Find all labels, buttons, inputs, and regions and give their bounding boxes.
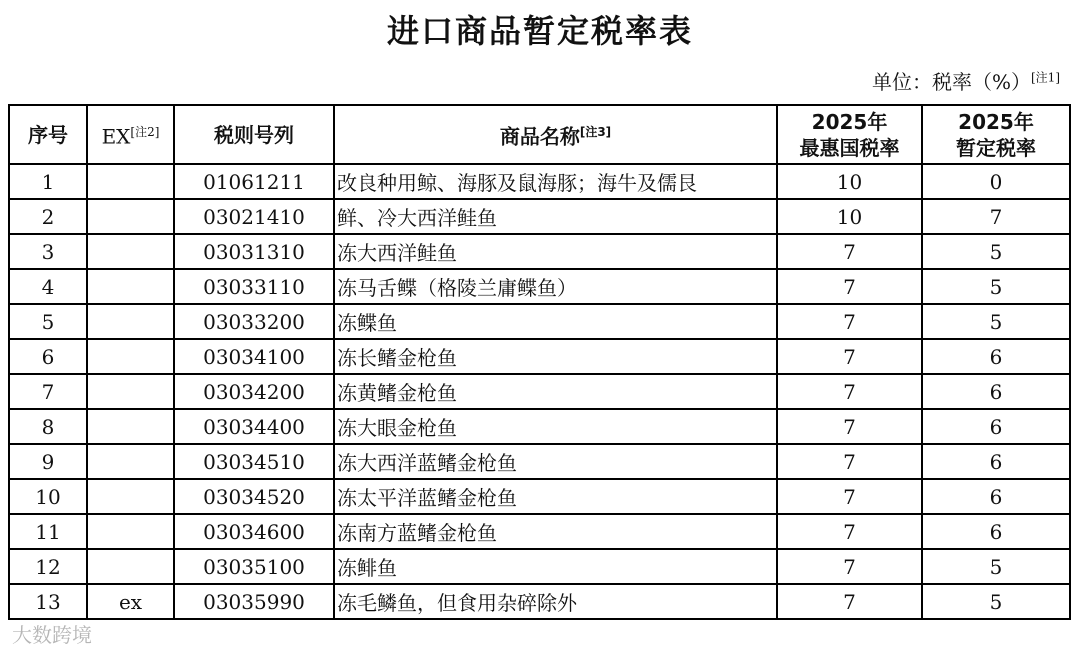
cell-mfn-rate: 7 bbox=[777, 234, 922, 269]
table-row bbox=[9, 584, 1070, 619]
cell-mfn-rate: 7 bbox=[777, 339, 922, 374]
table-row bbox=[9, 374, 1070, 409]
table-body bbox=[9, 164, 1070, 619]
cell-provisional-rate: 6 bbox=[922, 514, 1070, 549]
cell-code: 03021410 bbox=[174, 199, 334, 234]
cell-seq: 10 bbox=[9, 479, 87, 514]
table-row bbox=[9, 199, 1070, 234]
cell-ex bbox=[87, 234, 174, 269]
cell-ex bbox=[87, 339, 174, 374]
cell-ex bbox=[87, 479, 174, 514]
cell-seq: 3 bbox=[9, 234, 87, 269]
cell-code: 03035100 bbox=[174, 549, 334, 584]
cell-code: 03034100 bbox=[174, 339, 334, 374]
table-row bbox=[9, 409, 1070, 444]
cell-code: 03031310 bbox=[174, 234, 334, 269]
cell-provisional-rate: 5 bbox=[922, 584, 1070, 619]
watermark: 大数跨境 bbox=[12, 623, 92, 647]
cell-code: 03034400 bbox=[174, 409, 334, 444]
cell-provisional-rate: 5 bbox=[922, 269, 1070, 304]
unit-note-text: 单位：税率（%） bbox=[871, 70, 1031, 94]
cell-seq: 11 bbox=[9, 514, 87, 549]
table-row bbox=[9, 479, 1070, 514]
cell-ex bbox=[87, 409, 174, 444]
cell-seq: 2 bbox=[9, 199, 87, 234]
cell-seq: 8 bbox=[9, 409, 87, 444]
tariff-table bbox=[8, 104, 1071, 620]
cell-name: 冻鲱鱼 bbox=[334, 549, 777, 584]
header-provisional-label: 暂定税率 bbox=[956, 135, 1036, 160]
cell-provisional-rate: 7 bbox=[922, 199, 1070, 234]
cell-name: 冻大西洋鲑鱼 bbox=[334, 234, 777, 269]
table-row bbox=[9, 444, 1070, 479]
cell-ex: ex bbox=[87, 584, 174, 619]
header-mfn-rate bbox=[777, 105, 922, 164]
cell-mfn-rate: 10 bbox=[777, 164, 922, 199]
unit-note bbox=[872, 66, 1060, 95]
cell-code: 03034520 bbox=[174, 479, 334, 514]
cell-mfn-rate: 7 bbox=[777, 479, 922, 514]
cell-mfn-rate: 7 bbox=[777, 374, 922, 409]
header-seq: 序号 bbox=[9, 105, 87, 164]
cell-code: 03035990 bbox=[174, 584, 334, 619]
cell-code: 01061211 bbox=[174, 164, 334, 199]
cell-mfn-rate: 7 bbox=[777, 444, 922, 479]
cell-provisional-rate: 6 bbox=[922, 479, 1070, 514]
cell-seq: 7 bbox=[9, 374, 87, 409]
header-provisional-year: 2025年 bbox=[958, 109, 1034, 134]
cell-name: 冻大眼金枪鱼 bbox=[334, 409, 777, 444]
cell-provisional-rate: 6 bbox=[922, 444, 1070, 479]
cell-name: 冻长鳍金枪鱼 bbox=[334, 339, 777, 374]
cell-code: 03034200 bbox=[174, 374, 334, 409]
header-name-footnote: [注3] bbox=[579, 125, 612, 140]
cell-code: 03033110 bbox=[174, 269, 334, 304]
table-row bbox=[9, 339, 1070, 374]
header-name bbox=[334, 105, 777, 164]
cell-seq: 5 bbox=[9, 304, 87, 339]
cell-mfn-rate: 7 bbox=[777, 409, 922, 444]
cell-name: 冻鲽鱼 bbox=[334, 304, 777, 339]
table-row bbox=[9, 234, 1070, 269]
cell-provisional-rate: 0 bbox=[922, 164, 1070, 199]
cell-seq: 9 bbox=[9, 444, 87, 479]
cell-mfn-rate: 10 bbox=[777, 199, 922, 234]
cell-code: 03033200 bbox=[174, 304, 334, 339]
cell-name: 冻南方蓝鳍金枪鱼 bbox=[334, 514, 777, 549]
cell-name: 冻毛鳞鱼，但食用杂碎除外 bbox=[334, 584, 777, 619]
cell-provisional-rate: 5 bbox=[922, 549, 1070, 584]
cell-provisional-rate: 5 bbox=[922, 304, 1070, 339]
cell-ex bbox=[87, 549, 174, 584]
table-row bbox=[9, 164, 1070, 199]
cell-seq: 4 bbox=[9, 269, 87, 304]
cell-ex bbox=[87, 514, 174, 549]
cell-name: 冻马舌鲽（格陵兰庸鲽鱼） bbox=[334, 269, 777, 304]
table-row bbox=[9, 304, 1070, 339]
cell-mfn-rate: 7 bbox=[777, 304, 922, 339]
cell-code: 03034510 bbox=[174, 444, 334, 479]
cell-name: 鲜、冷大西洋鲑鱼 bbox=[334, 199, 777, 234]
cell-provisional-rate: 6 bbox=[922, 374, 1070, 409]
cell-ex bbox=[87, 199, 174, 234]
cell-name: 改良种用鲸、海豚及鼠海豚；海牛及儒艮 bbox=[334, 164, 777, 199]
header-ex bbox=[87, 105, 174, 164]
header-ex-label: EX bbox=[101, 124, 131, 149]
header-mfn-label: 最惠国税率 bbox=[799, 135, 900, 160]
header-code: 税则号列 bbox=[174, 105, 334, 164]
cell-code: 03034600 bbox=[174, 514, 334, 549]
cell-provisional-rate: 5 bbox=[922, 234, 1070, 269]
cell-seq: 6 bbox=[9, 339, 87, 374]
cell-provisional-rate: 6 bbox=[922, 409, 1070, 444]
table-header-row bbox=[9, 105, 1070, 164]
cell-mfn-rate: 7 bbox=[777, 514, 922, 549]
cell-seq: 1 bbox=[9, 164, 87, 199]
page-title: 进口商品暂定税率表 bbox=[386, 12, 693, 50]
cell-seq: 12 bbox=[9, 549, 87, 584]
cell-ex bbox=[87, 374, 174, 409]
cell-seq: 13 bbox=[9, 584, 87, 619]
header-mfn-year: 2025年 bbox=[811, 109, 888, 134]
header-provisional-rate bbox=[922, 105, 1070, 164]
cell-mfn-rate: 7 bbox=[777, 584, 922, 619]
cell-name: 冻大西洋蓝鳍金枪鱼 bbox=[334, 444, 777, 479]
cell-ex bbox=[87, 304, 174, 339]
cell-ex bbox=[87, 444, 174, 479]
table-row bbox=[9, 269, 1070, 304]
header-ex-footnote: [注2] bbox=[130, 125, 160, 140]
header-name-label: 商品名称 bbox=[499, 124, 580, 149]
cell-ex bbox=[87, 164, 174, 199]
cell-name: 冻黄鳍金枪鱼 bbox=[334, 374, 777, 409]
cell-mfn-rate: 7 bbox=[777, 549, 922, 584]
cell-mfn-rate: 7 bbox=[777, 269, 922, 304]
cell-ex bbox=[87, 269, 174, 304]
cell-provisional-rate: 6 bbox=[922, 339, 1070, 374]
table-row bbox=[9, 514, 1070, 549]
cell-name: 冻太平洋蓝鳍金枪鱼 bbox=[334, 479, 777, 514]
unit-note-footnote: [注1] bbox=[1031, 70, 1060, 85]
table-row bbox=[9, 549, 1070, 584]
